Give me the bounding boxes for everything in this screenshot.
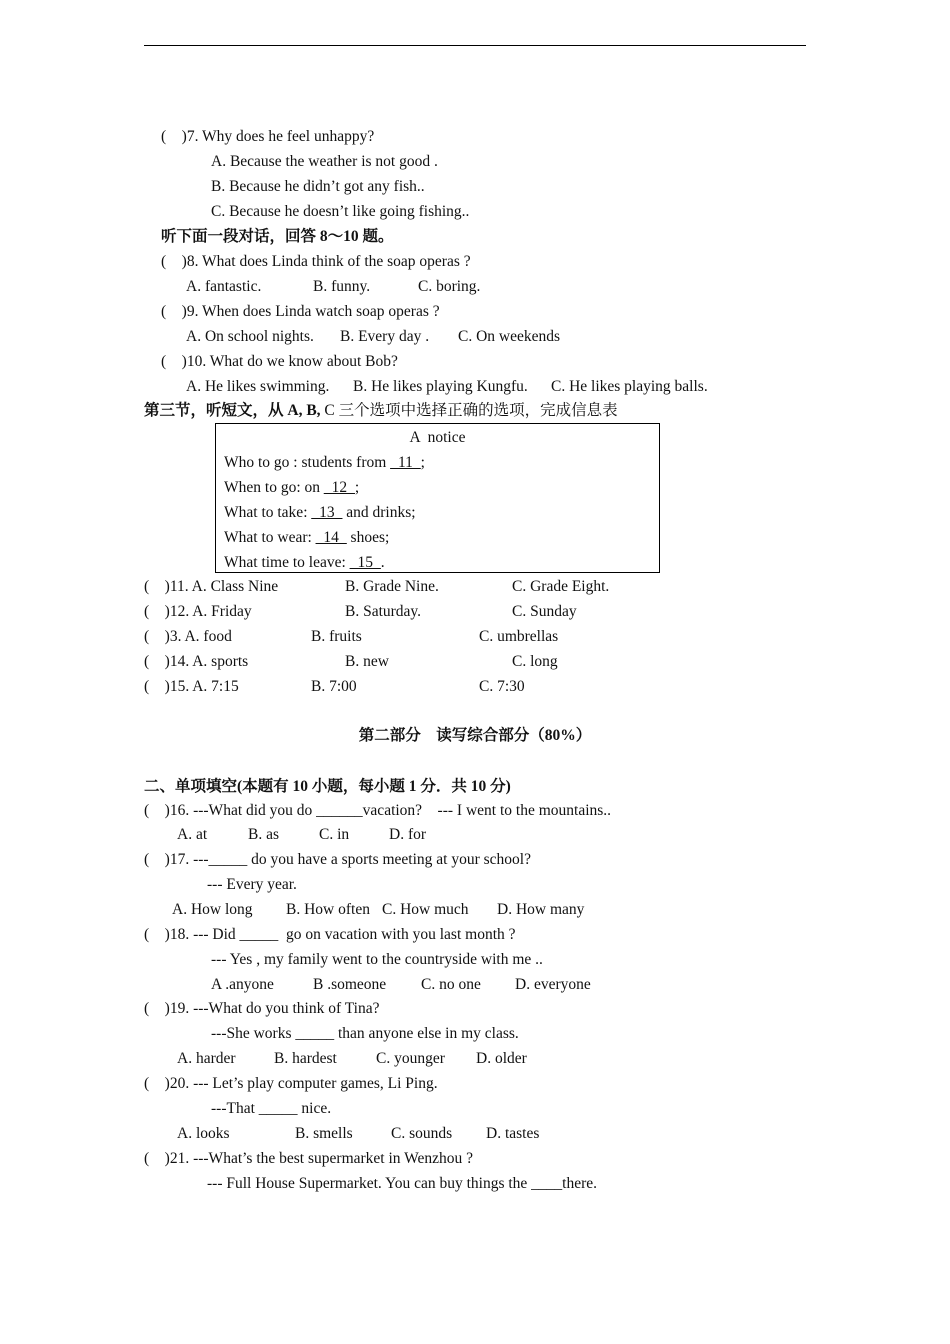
q10-option-a: A. He likes swimming. bbox=[186, 378, 330, 395]
q19-option-b: B. hardest bbox=[274, 1050, 337, 1067]
q17-reply: --- Every year. bbox=[207, 876, 297, 893]
q10-stem: ( )10. What do we know about Bob? bbox=[161, 353, 398, 370]
q19-stem: ( )19. ---What do you think of Tina? bbox=[144, 1000, 380, 1017]
q15-option-c: C. 7:30 bbox=[479, 678, 525, 695]
header-rule bbox=[144, 45, 806, 46]
q10-option-b: B. He likes playing Kungfu. bbox=[353, 378, 528, 395]
notice-title: A notice bbox=[409, 429, 466, 446]
q15-option-b: B. 7:00 bbox=[311, 678, 357, 695]
q16-option-b: B. as bbox=[248, 826, 279, 843]
q8-option-b: B. funny. bbox=[313, 278, 371, 295]
q20-option-d: D. tastes bbox=[486, 1125, 540, 1142]
q9-option-a: A. On school nights. bbox=[186, 328, 314, 345]
notice-row: When to go: on _12_; bbox=[224, 479, 360, 496]
q18-stem: ( )18. --- Did _____ go on vacation with you last month ? bbox=[144, 926, 516, 943]
q15-stem: ( )15. A. 7:15 bbox=[144, 678, 239, 695]
q16-option-d: D. for bbox=[389, 826, 427, 843]
q20-reply: ---That _____ nice. bbox=[211, 1100, 332, 1117]
q7-option-b: B. Because he didn’t got any fish.. bbox=[211, 178, 425, 195]
q21-reply: --- Full House Supermarket. You can buy things the ____there. bbox=[207, 1175, 598, 1192]
q16-option-a: A. at bbox=[177, 826, 208, 843]
q13-option-c: C. umbrellas bbox=[479, 628, 559, 645]
q20-option-a: A. looks bbox=[177, 1125, 230, 1142]
blank-13: _13_ bbox=[311, 504, 343, 521]
q14-stem: ( )14. A. sports bbox=[144, 653, 249, 670]
q12-stem: ( )12. A. Friday bbox=[144, 603, 252, 620]
q12-option-c: C. Sunday bbox=[512, 603, 577, 620]
q7-stem: ( )7. Why does he feel unhappy? bbox=[161, 128, 375, 145]
q8-option-c: C. boring. bbox=[418, 278, 481, 295]
q19-reply: ---She works _____ than anyone else in my class. bbox=[211, 1025, 519, 1042]
q19-option-d: D. older bbox=[476, 1050, 527, 1067]
q10-option-c: C. He likes playing balls. bbox=[551, 378, 708, 395]
q11-option-b: B. Grade Nine. bbox=[345, 578, 439, 595]
q18-option-b: B .someone bbox=[313, 976, 387, 993]
q13-stem: ( )3. A. food bbox=[144, 628, 232, 645]
dialog-instruction: 听下面一段对话，回答 8～10 题。 bbox=[161, 228, 394, 245]
notice-row: What to wear: _14_ shoes; bbox=[224, 529, 390, 546]
notice-row: What to take: _13_ and drinks; bbox=[224, 504, 416, 521]
q17-option-d: D. How many bbox=[497, 901, 585, 918]
notice-box bbox=[215, 423, 660, 573]
q17-option-c: C. How much bbox=[382, 901, 469, 918]
q9-stem: ( )9. When does Linda watch soap operas ? bbox=[161, 303, 440, 320]
q20-option-c: C. sounds bbox=[391, 1125, 453, 1142]
q17-option-b: B. How often bbox=[286, 901, 370, 918]
blank-15: _15_ bbox=[349, 554, 381, 571]
blank-12: _12_ bbox=[323, 479, 355, 496]
section3-bold: 第三节，听短文，从 A, B, bbox=[144, 402, 321, 419]
notice-row: Who to go : students from _11_; bbox=[224, 454, 425, 471]
blank-14: _14_ bbox=[315, 529, 347, 546]
section3-instruction bbox=[144, 401, 618, 421]
q7-option-a: A. Because the weather is not good . bbox=[211, 153, 438, 170]
q18-reply: --- Yes , my family went to the countryside with me .. bbox=[211, 951, 543, 968]
section3-rest: C 三个选项中选择正确的选项，完成信息表 bbox=[320, 402, 618, 419]
q18-option-c: C. no one bbox=[421, 976, 481, 993]
q16-option-c: C. in bbox=[319, 826, 350, 843]
part2-title: 第二部分 读写综合部分（80%） bbox=[358, 727, 592, 744]
blank-11: _11_ bbox=[390, 454, 421, 471]
q14-option-b: B. new bbox=[345, 653, 389, 670]
q20-option-b: B. smells bbox=[295, 1125, 353, 1142]
q11-option-c: C. Grade Eight. bbox=[512, 578, 610, 595]
q13-option-b: B. fruits bbox=[311, 628, 362, 645]
q14-option-c: C. long bbox=[512, 653, 558, 670]
q7-option-c: C. Because he doesn’t like going fishing.. bbox=[211, 203, 470, 220]
q9-option-c: C. On weekends bbox=[458, 328, 561, 345]
q17-option-a: A. How long bbox=[172, 901, 253, 918]
q18-option-a: A .anyone bbox=[211, 976, 274, 993]
q19-option-c: C. younger bbox=[376, 1050, 445, 1067]
q8-stem: ( )8. What does Linda think of the soap operas ? bbox=[161, 253, 471, 270]
q20-stem: ( )20. --- Let’s play computer games, Li Ping. bbox=[144, 1075, 438, 1092]
q21-stem: ( )21. ---What’s the best supermarket in Wenzhou ? bbox=[144, 1150, 474, 1167]
q8-option-a: A. fantastic. bbox=[186, 278, 262, 295]
notice-row: What time to leave: _15_. bbox=[224, 554, 385, 571]
q19-option-a: A. harder bbox=[177, 1050, 236, 1067]
q12-option-b: B. Saturday. bbox=[345, 603, 422, 620]
q17-stem: ( )17. ---_____ do you have a sports meeting at your school? bbox=[144, 851, 531, 868]
q9-option-b: B. Every day . bbox=[340, 328, 430, 345]
q16-stem: ( )16. ---What did you do ______vacation? --- I went to the mountains.. bbox=[144, 802, 612, 819]
q11-stem: ( )11. A. Class Nine bbox=[144, 578, 279, 595]
q18-option-d: D. everyone bbox=[515, 976, 591, 993]
section2-title: 二、单项填空(本题有 10 小题，每小题 1 分．共 10 分) bbox=[144, 778, 511, 795]
